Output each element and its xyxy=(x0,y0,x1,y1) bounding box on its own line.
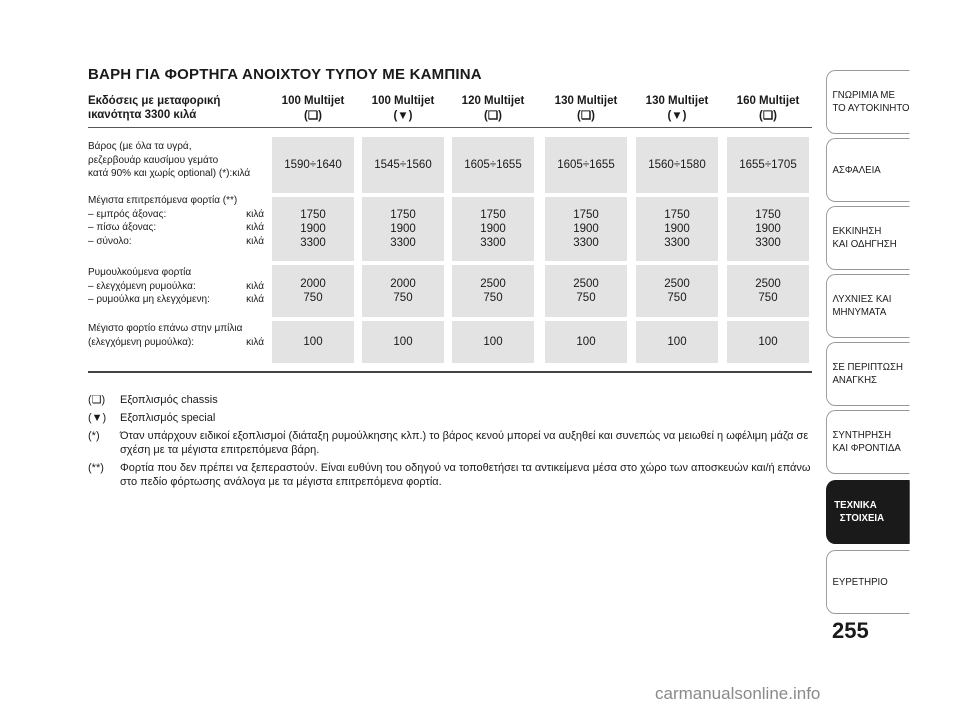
cell-value: 1590÷1640 xyxy=(284,159,342,171)
table-column xyxy=(362,95,444,372)
cell-value: 1750 xyxy=(664,209,690,221)
cell-value: 750 xyxy=(483,292,503,304)
column-header xyxy=(264,94,362,124)
table-cell xyxy=(272,265,354,317)
cell-value: 2000 xyxy=(300,278,326,290)
table-cell xyxy=(636,197,718,261)
table-column xyxy=(636,95,718,372)
sidebar-tab-maintenance[interactable]: ΣΥΝΤΗΡΗΣΗ ΚΑΙ ΦΡΟΝΤΙΔΑ xyxy=(826,410,910,474)
table-cell xyxy=(727,197,809,261)
table-cell xyxy=(636,321,718,363)
cell-value: 1750 xyxy=(755,209,781,221)
column-equipment-symbol: (❏) xyxy=(304,110,322,122)
cell-value: 1750 xyxy=(300,209,326,221)
cell-value: 750 xyxy=(667,292,687,304)
column-equipment-symbol: (▼) xyxy=(393,110,413,122)
column-equipment-symbol: (❏) xyxy=(484,110,502,122)
table-column xyxy=(545,95,627,372)
cell-value: 100 xyxy=(576,336,596,348)
table-cell xyxy=(272,197,354,261)
cell-value: 1605÷1655 xyxy=(557,159,615,171)
cell-value: 1750 xyxy=(480,209,506,221)
column-name: 130 Multijet xyxy=(645,95,709,107)
table-cell xyxy=(362,321,444,363)
sidebar-tab-technical-data[interactable]: ΤΕΧΝΙΚΑ ΣΤΟΙΧΕΙΑ xyxy=(826,480,910,544)
table-cell xyxy=(272,321,354,363)
column-name: 130 Multijet xyxy=(554,95,618,107)
cell-value: 1900 xyxy=(573,223,599,235)
cell-value: 750 xyxy=(576,292,596,304)
column-header xyxy=(719,94,817,124)
cell-value: 2500 xyxy=(755,278,781,290)
page-title: ΒΑΡΗ ΓΙΑ ΦΟΡΤΗΓΑ ΑΝΟΙΧΤΟΥ ΤΥΠΟΥ ΜΕ ΚΑΜΠΙΝΑ xyxy=(88,66,482,83)
table-cell xyxy=(362,197,444,261)
table-cell xyxy=(545,321,627,363)
column-name: 100 Multijet xyxy=(371,95,435,107)
cell-value: 100 xyxy=(393,336,413,348)
table-column xyxy=(452,95,534,372)
table-cell xyxy=(452,265,534,317)
page-number: 255 xyxy=(832,618,869,643)
watermark: carmanualsonline.info xyxy=(655,684,821,703)
cell-value: 750 xyxy=(393,292,413,304)
table-cell xyxy=(545,137,627,193)
column-equipment-symbol: (❏) xyxy=(759,110,777,122)
cell-value: 3300 xyxy=(480,237,506,249)
cell-value: 100 xyxy=(303,336,323,348)
column-name: 100 Multijet xyxy=(281,95,345,107)
cell-value: 750 xyxy=(303,292,323,304)
row-label-curb-weight: Βάρος (με όλα τα υγρά, ρεζερβουάρ καυσίμου γεμάτο κατά 90% και χωρίς optional) (*):κιλά xyxy=(88,141,251,179)
table-cell xyxy=(362,137,444,193)
cell-value: 1605÷1655 xyxy=(464,159,522,171)
column-equipment-symbol: (▼) xyxy=(667,110,687,122)
row-label-trailer-loads: Ρυμουλκούμενα φορτία – ελεγχόμενη ρυμούλκα: κιλά – ρυμούλκα μη ελεγχόμενη: κιλά xyxy=(88,267,264,305)
row-label-towball-load: Μέγιστο φορτίο επάνω στην μπίλια (ελεγχόμενη ρυμούλκα): κιλά xyxy=(88,323,264,348)
sidebar-tab-starting-driving[interactable]: ΕΚΚΙΝΗΣΗ ΚΑΙ ΟΔΗΓΗΣΗ xyxy=(826,206,910,270)
column-header xyxy=(537,94,635,124)
sidebar-tab-lights-messages[interactable]: ΛΥΧΝΙΕΣ ΚΑΙ ΜΗΝΥΜΑΤΑ xyxy=(826,274,910,338)
cell-value: 2500 xyxy=(664,278,690,290)
cell-value: 1900 xyxy=(664,223,690,235)
table-cell xyxy=(362,265,444,317)
table-header-label: Εκδόσεις με μεταφορική ικανότητα 3300 κιλά xyxy=(88,95,221,121)
cell-value: 3300 xyxy=(573,237,599,249)
column-equipment-symbol: (❏) xyxy=(577,110,595,122)
cell-value: 1900 xyxy=(390,223,416,235)
column-header xyxy=(628,94,726,124)
cell-value: 2500 xyxy=(573,278,599,290)
footnotes xyxy=(88,393,818,493)
cell-value: 3300 xyxy=(755,237,781,249)
sidebar-tab-index[interactable]: ΕΥΡΕΤΗΡΙΟ xyxy=(826,550,910,614)
note-equipment: (*) Όταν υπάρχουν ειδικοί εξοπλισμοί (διάταξη ρυμούλκησης κλπ.) το βάρος κενού μπορεί να αυξηθεί και συνεπώς να μειωθεί η ωφέλιμη μάζα σε σχέση με τα μέγιστα επιτρεπόμενα βάρη. xyxy=(88,430,809,456)
table-cell xyxy=(452,137,534,193)
table-column xyxy=(272,95,354,372)
cell-value: 3300 xyxy=(390,237,416,249)
column-name: 160 Multijet xyxy=(736,95,800,107)
table-cell xyxy=(727,265,809,317)
table-cell xyxy=(636,265,718,317)
sidebar-tab-emergency[interactable]: ΣΕ ΠΕΡΙΠΤΩΣΗ ΑΝΑΓΚΗΣ xyxy=(826,342,910,406)
table-cell xyxy=(452,197,534,261)
cell-value: 2000 xyxy=(390,278,416,290)
table-cell xyxy=(636,137,718,193)
table-cell xyxy=(545,197,627,261)
column-header xyxy=(354,94,452,124)
cell-value: 2500 xyxy=(480,278,506,290)
column-header xyxy=(444,94,542,124)
cell-value: 100 xyxy=(758,336,778,348)
cell-value: 1900 xyxy=(755,223,781,235)
cell-value: 1545÷1560 xyxy=(374,159,432,171)
cell-value: 1750 xyxy=(573,209,599,221)
column-name: 120 Multijet xyxy=(461,95,525,107)
table-cell xyxy=(727,137,809,193)
note-special: (▼) Εξοπλισμός special xyxy=(88,412,216,424)
cell-value: 1560÷1580 xyxy=(648,159,706,171)
cell-value: 1655÷1705 xyxy=(739,159,797,171)
cell-value: 750 xyxy=(758,292,778,304)
table-cell xyxy=(727,321,809,363)
table-column xyxy=(727,95,809,372)
note-loads: (**) Φορτία που δεν πρέπει να ξεπεραστούν. Είναι ευθύνη του οδηγού να τοποθετήσει τα αντικείμενα μέσα στο χώρο των αποσκευών και/ή επάνω στο πεδίο φόρτωσης ανάλογα με τα μέγιστα επιτρεπόμενα φορτία. xyxy=(88,462,811,488)
cell-value: 100 xyxy=(483,336,503,348)
cell-value: 3300 xyxy=(664,237,690,249)
cell-value: 1900 xyxy=(480,223,506,235)
cell-value: 100 xyxy=(667,336,687,348)
cell-value: 1900 xyxy=(300,223,326,235)
cell-value: 3300 xyxy=(300,237,326,249)
sidebar-tab-safety[interactable]: ΑΣΦΑΛΕΙΑ xyxy=(826,138,910,202)
cell-value: 1750 xyxy=(390,209,416,221)
table-cell xyxy=(545,265,627,317)
note-chassis: (❏) Εξοπλισμός chassis xyxy=(88,394,218,406)
row-label-axle-loads: Μέγιστα επιτρεπόμενα φορτία (**) – εμπρός άξονας: κιλά – πίσω άξονας: κιλά – σύνολο: κιλά xyxy=(88,195,264,247)
sidebar-tab-getting-to-know[interactable]: ΓΝΩΡΙΜΙΑ ΜΕ ΤΟ ΑΥΤΟΚΙΝΗΤΟ xyxy=(826,70,910,134)
table-cell xyxy=(272,137,354,193)
table-cell xyxy=(452,321,534,363)
